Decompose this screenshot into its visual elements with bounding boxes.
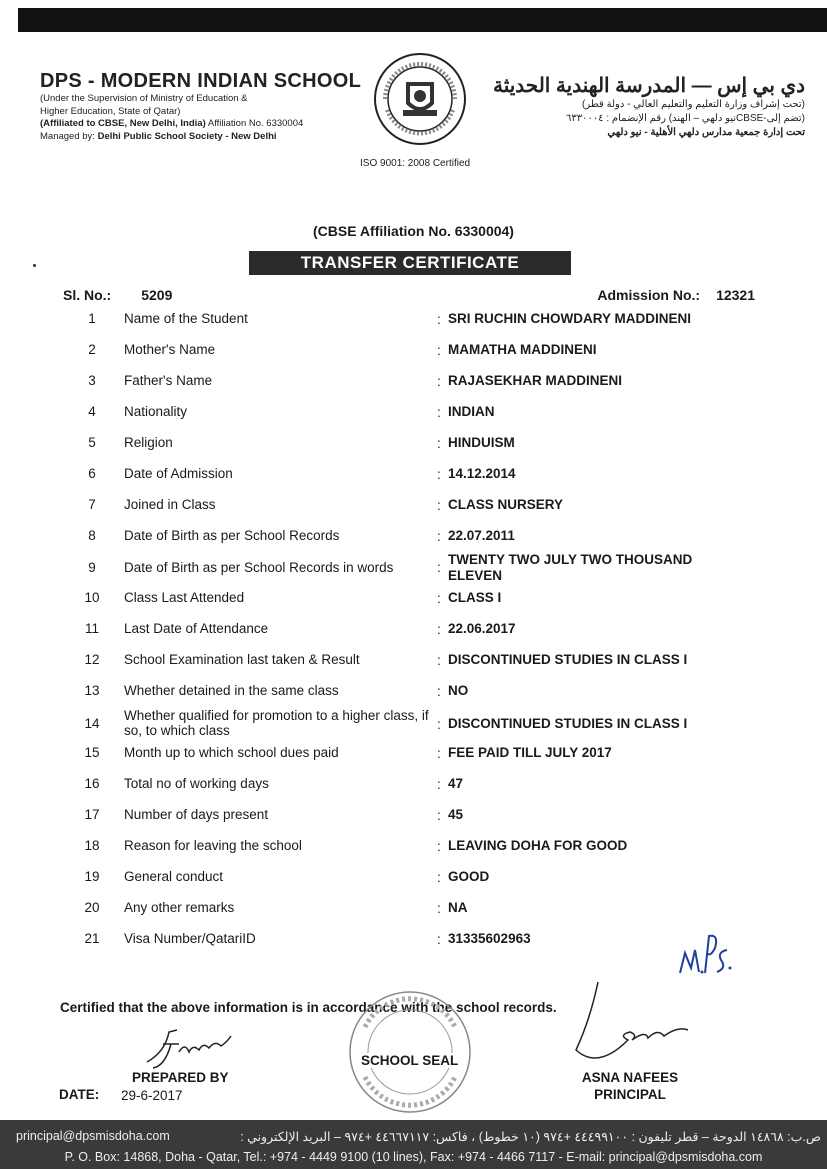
row-colon: : [437, 808, 441, 823]
footer-line-1 [16, 1129, 821, 1144]
row-number: 7 [88, 497, 96, 512]
managed-label: Managed by: [40, 130, 95, 142]
row-label: Month up to which school dues paid [124, 745, 339, 760]
row-label: Reason for leaving the school [124, 838, 302, 853]
field-row [0, 552, 827, 583]
certificate-title: TRANSFER CERTIFICATE [249, 251, 571, 275]
affiliation-line [40, 118, 361, 131]
row-number: 1 [88, 311, 96, 326]
row-number: 15 [84, 745, 100, 760]
row-label: Visa Number/QatariID [124, 931, 256, 946]
date-value: 29-6-2017 [121, 1088, 183, 1103]
row-label: Class Last Attended [124, 590, 245, 605]
field-row [0, 305, 827, 331]
cbse-affiliation: (CBSE Affiliation No. 6330004) [313, 223, 514, 239]
footer-address: P. O. Box: 14868, Doha - Qatar, Tel.: +974 - 4449 9100 (10 lines), Fax: +974 - 4466 7117 - E-mail: principal@dpsmisdoha.com [64, 1150, 763, 1164]
initials-signature [675, 928, 735, 988]
arabic-line-1: (تحت إشراف وزارة التعليم والتعليم العالي - دولة قطر) [582, 99, 805, 110]
row-colon: : [437, 560, 441, 575]
row-number: 13 [84, 683, 100, 698]
row-label: Last Date of Attendance [124, 621, 269, 636]
field-row [0, 336, 827, 362]
row-value: DISCONTINUED STUDIES IN CLASS I [448, 716, 688, 731]
school-name-english: DPS - MODERN INDIAN SCHOOL [40, 70, 362, 92]
field-row [0, 367, 827, 393]
row-label: Date of Birth as per School Records [124, 528, 340, 543]
field-row [0, 863, 827, 889]
footer-contact-bar [0, 1120, 827, 1169]
row-value: 45 [448, 807, 464, 822]
row-value: DISCONTINUED STUDIES IN CLASS I [448, 652, 688, 667]
row-colon: : [437, 717, 441, 732]
row-value: RAJASEKHAR MADDINENI [448, 373, 623, 388]
row-label: Number of days present [124, 807, 269, 822]
arabic-line-3: تحت إدارة جمعية مدارس دلهي الأهلية - نيو دلهي [607, 127, 805, 138]
row-colon: : [437, 870, 441, 885]
row-label: Father's Name [124, 373, 213, 388]
row-number: 17 [84, 807, 100, 822]
row-label: Mother's Name [124, 342, 216, 357]
serial-value: 5209 [141, 287, 173, 303]
field-row [0, 770, 827, 796]
field-row [0, 801, 827, 827]
row-value: FEE PAID TILL JULY 2017 [448, 745, 612, 760]
field-row [0, 677, 827, 703]
row-colon: : [437, 746, 441, 761]
row-colon: : [437, 312, 441, 327]
row-label: Date of Birth as per School Records in words [124, 560, 394, 575]
row-value: GOOD [448, 869, 490, 884]
row-label: Joined in Class [124, 497, 216, 512]
row-colon: : [437, 653, 441, 668]
row-label: Religion [124, 435, 173, 450]
admission-label: Admission No.: [597, 287, 701, 303]
row-value: INDIAN [448, 404, 495, 419]
top-black-bar [18, 8, 827, 32]
iso-certification: ISO 9001: 2008 Certified [360, 158, 471, 169]
row-number: 16 [84, 776, 100, 791]
row-value: CLASS NURSERY [448, 497, 564, 512]
field-row [0, 708, 827, 738]
row-label: Date of Admission [124, 466, 233, 481]
row-value: MAMATHA MADDINENI [448, 342, 597, 357]
date-label: DATE: [59, 1087, 100, 1102]
supervision-line-2: Higher Education, State of Qatar) [40, 105, 181, 117]
row-value: 22.07.2011 [448, 528, 515, 543]
field-row [0, 522, 827, 548]
principal-name: ASNA NAFEES [581, 1070, 679, 1085]
field-row [0, 398, 827, 424]
row-colon: : [437, 467, 441, 482]
row-label: Any other remarks [124, 900, 235, 915]
row-number: 10 [84, 590, 100, 605]
field-row [0, 491, 827, 517]
row-colon: : [437, 684, 441, 699]
row-number: 21 [84, 931, 100, 946]
field-row [0, 646, 827, 672]
row-value: CLASS I [448, 590, 502, 605]
stray-dot [33, 264, 36, 267]
field-row [0, 460, 827, 486]
row-value: SRI RUCHIN CHOWDARY MADDINENI [448, 311, 691, 326]
arabic-line-2: (تضم إلى-CBSEنيو دلهي – الهند) رقم الإنضمام : ٦٣٣٠٠٠٤ [565, 113, 805, 124]
supervision-line-1: (Under the Supervision of Ministry of Education & [40, 93, 248, 104]
admission-number [597, 287, 755, 303]
school-seal-stamp [345, 987, 475, 1117]
row-colon: : [437, 932, 441, 947]
school-header-english [40, 70, 361, 143]
school-crest-logo [373, 52, 467, 146]
row-number: 4 [88, 404, 96, 419]
row-colon: : [437, 405, 441, 420]
field-row [0, 615, 827, 641]
row-value: 14.12.2014 [448, 466, 516, 481]
row-label: School Examination last taken & Result [124, 652, 360, 667]
managed-by-line [40, 131, 361, 144]
row-label: Nationality [124, 404, 188, 419]
field-row [0, 584, 827, 610]
row-colon: : [437, 591, 441, 606]
field-row [0, 894, 827, 920]
row-number: 20 [84, 900, 100, 915]
row-value: 31335602963 [448, 931, 531, 946]
row-colon: : [437, 436, 441, 451]
serial-number [63, 287, 172, 303]
certified-statement: Certified that the above information is in accordance with the school records. [60, 1000, 557, 1015]
row-value: LEAVING DOHA FOR GOOD [448, 838, 628, 853]
row-colon: : [437, 839, 441, 854]
row-colon: : [437, 777, 441, 792]
row-label: Whether detained in the same class [124, 683, 339, 698]
field-row [0, 429, 827, 455]
school-header-arabic [475, 73, 805, 140]
row-label: Name of the Student [124, 311, 248, 326]
row-value: 22.06.2017 [448, 621, 516, 636]
prepared-by-label: PREPARED BY [132, 1070, 229, 1085]
row-value: HINDUISM [448, 435, 515, 450]
serial-label: Sl. No.: [63, 287, 112, 303]
row-value: NA [448, 900, 468, 915]
row-number: 12 [84, 652, 100, 667]
managed-by-society: Delhi Public School Society - New Delhi [97, 130, 277, 142]
principal-title: PRINCIPAL [594, 1087, 666, 1102]
row-number: 2 [88, 342, 96, 357]
field-row [0, 739, 827, 765]
field-row [0, 832, 827, 858]
row-colon: : [437, 374, 441, 389]
row-number: 19 [84, 869, 100, 884]
school-seal-label: SCHOOL SEAL [361, 1053, 459, 1068]
row-colon: : [437, 622, 441, 637]
row-colon: : [437, 343, 441, 358]
footer-arabic-contact: ص.ب: ١٤٨٦٨ الدوحة – قطر تليفون : ٤٤٤٩٩١٠٠ +٩٧٤ (١٠ خطوط) ، فاكس: ٤٤٦٦٧١١٧ +٩٧٤ – البريد الإلكتروني : [240, 1130, 821, 1144]
row-number: 9 [88, 560, 96, 575]
row-number: 5 [88, 435, 96, 450]
preparer-signature [145, 1022, 235, 1072]
school-name-arabic: دي بي إس — المدرسة الهندية الحديثة [492, 75, 805, 97]
row-colon: : [437, 498, 441, 513]
affiliated-to: (Affiliated to CBSE, New Delhi, India) [40, 118, 206, 129]
row-label: Whether qualified for promotion to a higher class, if so, to which class [124, 708, 429, 738]
row-colon: : [437, 529, 441, 544]
row-label: Total no of working days [124, 776, 269, 791]
row-colon: : [437, 901, 441, 916]
footer-email[interactable]: principal@dpsmisdoha.com [16, 1129, 170, 1143]
row-number: 18 [84, 838, 100, 853]
row-value: TWENTY TWO JULY TWO THOUSAND ELEVEN [448, 552, 693, 583]
row-value: 47 [448, 776, 464, 791]
row-number: 3 [88, 373, 96, 388]
principal-signature [568, 980, 698, 1070]
admission-value: 12321 [716, 287, 755, 303]
row-number: 8 [88, 528, 96, 543]
row-number: 11 [84, 621, 99, 636]
row-value: NO [448, 683, 469, 698]
affiliation-number: Affiliation No. 6330004 [207, 118, 304, 129]
row-number: 14 [84, 716, 100, 731]
row-number: 6 [88, 466, 96, 481]
row-label: General conduct [124, 869, 224, 884]
